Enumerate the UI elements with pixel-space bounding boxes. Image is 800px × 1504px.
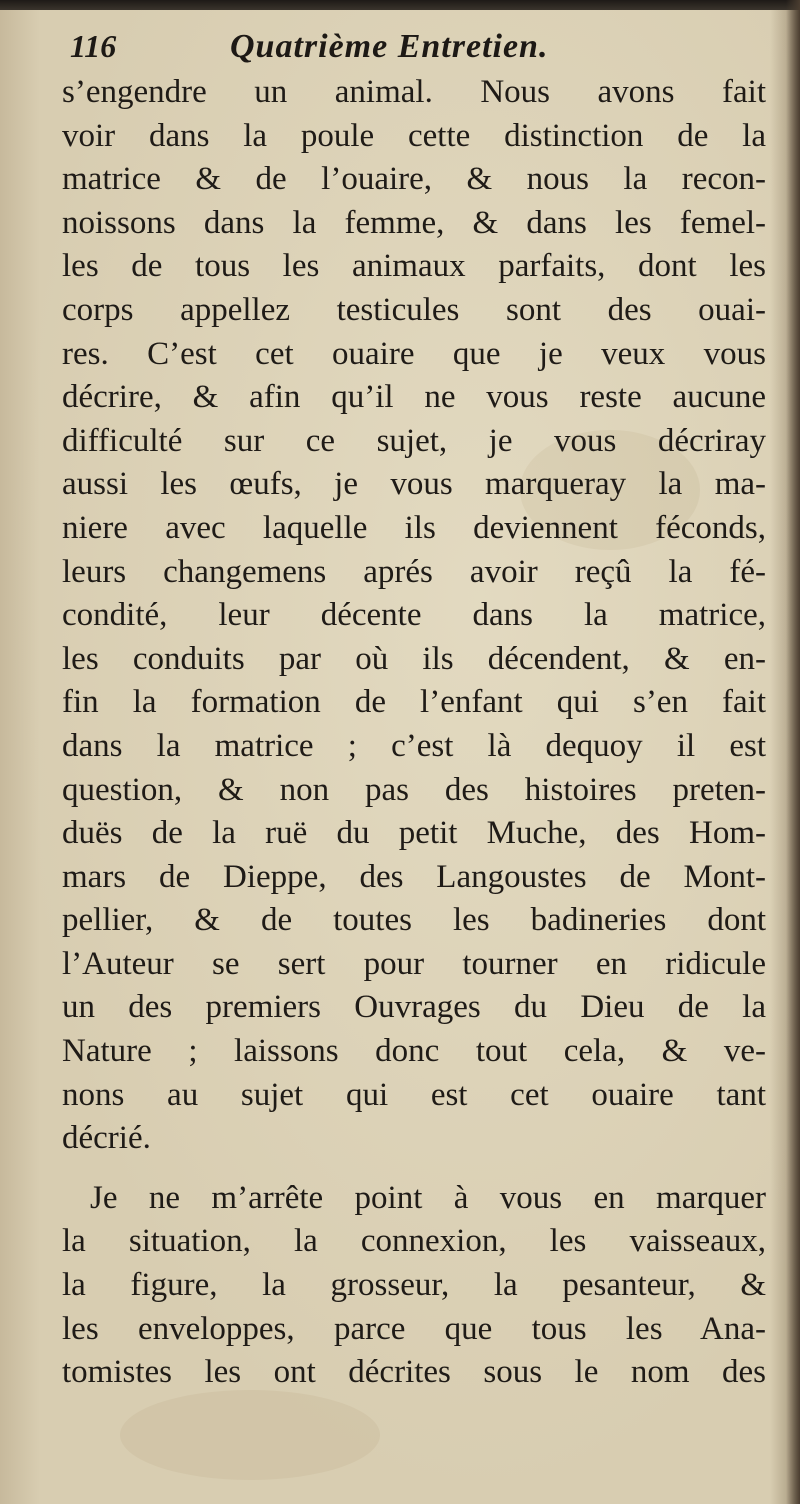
body-text xyxy=(62,71,766,1395)
text-line: niere avec laquelle ils deviennent féconds, xyxy=(62,509,766,546)
text-line: duës de la ruë du petit Muche, des Hom- xyxy=(62,815,766,852)
text-line: pellier, & de toutes les badineries dont xyxy=(62,902,766,939)
text-line: res. C’est cet ouaire que je veux vous xyxy=(62,335,766,372)
text-line: un des premiers Ouvrages du Dieu de la xyxy=(62,989,766,1026)
text-line: question, & non pas des histoires preten- xyxy=(62,771,766,808)
text-line: l’Auteur se sert pour tourner en ridicule xyxy=(62,945,766,982)
text-line: condité, leur décente dans la matrice, xyxy=(62,597,766,634)
text-line: la situation, la connexion, les vaisseaux, xyxy=(62,1223,766,1260)
page-gutter-shadow xyxy=(786,0,800,1504)
paragraph-2 xyxy=(62,1177,766,1395)
paper-stain xyxy=(120,1390,380,1480)
text-line: les conduits par où ils décendent, & en- xyxy=(62,640,766,677)
text-line: aussi les œufs, je vous marqueray la ma- xyxy=(62,466,766,503)
paragraph-gap xyxy=(62,1161,766,1177)
paragraph-1 xyxy=(62,71,766,1161)
text-line: Nature ; laissons donc tout cela, & ve- xyxy=(62,1033,766,1070)
text-line: décrié. xyxy=(62,1120,151,1157)
running-title: Quatrième Entretien. xyxy=(230,28,549,65)
text-line: corps appellez testicules sont des ouai- xyxy=(62,291,766,328)
text-line: tomistes les ont décrites sous le nom des xyxy=(62,1354,766,1391)
text-line: voir dans la poule cette distinction de la xyxy=(62,117,766,154)
scan-top-edge xyxy=(0,0,800,10)
text-line: les de tous les animaux parfaits, dont les xyxy=(62,248,766,285)
text-line: noissons dans la femme, & dans les femel- xyxy=(62,204,766,241)
text-line: dans la matrice ; c’est là dequoy il est xyxy=(62,727,766,764)
text-line: décrire, & afin qu’il ne vous reste aucune xyxy=(62,379,766,416)
text-line: s’engendre un animal. Nous avons fait xyxy=(62,74,766,110)
text-line: matrice & de l’ouaire, & nous la recon- xyxy=(62,161,766,198)
text-line: fin la formation de l’enfant qui s’en fait xyxy=(62,684,766,721)
text-line: Je ne m’arrête point à vous en marquer xyxy=(90,1179,766,1216)
page-number: 116 xyxy=(70,28,117,64)
text-line: la figure, la grosseur, la pesanteur, & xyxy=(62,1267,766,1304)
text-line: leurs changemens aprés avoir reçû la fé- xyxy=(62,553,766,590)
text-line: difficulté sur ce sujet, je vous décriray xyxy=(62,422,766,459)
text-line: nons au sujet qui est cet ouaire tant xyxy=(62,1076,766,1113)
text-line: les enveloppes, parce que tous les Ana- xyxy=(62,1310,766,1347)
text-line: mars de Dieppe, des Langoustes de Mont- xyxy=(62,858,766,895)
